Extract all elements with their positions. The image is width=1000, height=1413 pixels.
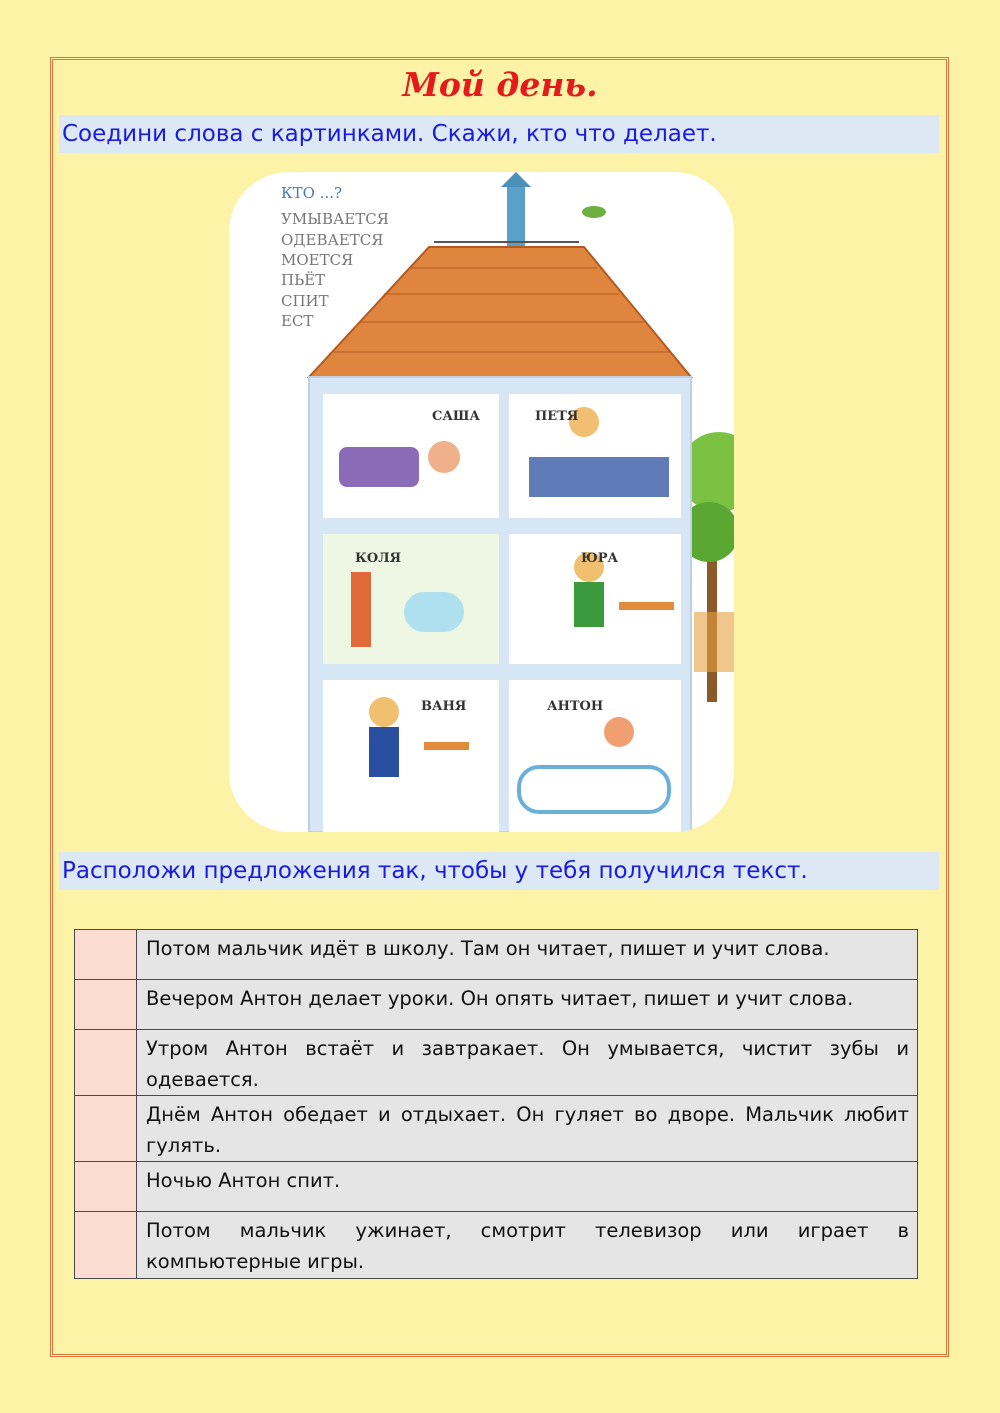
name-label: ПЕТЯ bbox=[535, 409, 579, 424]
sentence-cell: Днём Антон обедает и отдыхает. Он гуляет во дворе. Мальчик любит гулять. bbox=[137, 1096, 918, 1162]
table-row bbox=[75, 1096, 918, 1162]
verb-label: ОДЕВАЕТСЯ bbox=[281, 231, 384, 249]
sentence-table bbox=[74, 929, 918, 1279]
name-label: ВАНЯ bbox=[421, 699, 467, 714]
question-label: КТО ...? bbox=[281, 184, 343, 202]
sentence-cell: Потом мальчик идёт в школу. Там он читает, пишет и учит слова. bbox=[137, 930, 918, 980]
order-cell[interactable] bbox=[75, 1212, 137, 1279]
verb-label: ЕСТ bbox=[281, 312, 314, 330]
order-cell[interactable] bbox=[75, 980, 137, 1030]
table-row bbox=[75, 980, 918, 1030]
table-row bbox=[75, 1030, 918, 1096]
sentence-cell: Ночью Антон спит. bbox=[137, 1162, 918, 1212]
task2-instruction: Расположи предложения так, чтобы у тебя получился текст. bbox=[59, 852, 939, 890]
table-row bbox=[75, 1212, 918, 1279]
name-label: ЮРА bbox=[581, 551, 619, 566]
name-label: КОЛЯ bbox=[355, 551, 402, 566]
sentence-cell: Потом мальчик ужинает, смотрит телевизор или играет в компьютерные игры. bbox=[137, 1212, 918, 1279]
name-label: САША bbox=[432, 409, 481, 424]
house-illustration bbox=[229, 172, 734, 832]
table-row bbox=[75, 1162, 918, 1212]
sentence-cell: Вечером Антон делает уроки. Он опять читает, пишет и учит слова. bbox=[137, 980, 918, 1030]
order-cell[interactable] bbox=[75, 1162, 137, 1212]
order-cell[interactable] bbox=[75, 930, 137, 980]
verb-label: ПЬЁТ bbox=[281, 271, 326, 289]
task1-instruction: Соедини слова с картинками. Скажи, кто что делает. bbox=[59, 115, 939, 153]
order-cell[interactable] bbox=[75, 1096, 137, 1162]
page-title: Мой день. bbox=[402, 65, 598, 104]
table-row bbox=[75, 930, 918, 980]
sentence-cell: Утром Антон встаёт и завтракает. Он умывается, чистит зубы и одевается. bbox=[137, 1030, 918, 1096]
order-cell[interactable] bbox=[75, 1030, 137, 1096]
verb-label: УМЫВАЕТСЯ bbox=[281, 210, 389, 228]
verb-label: СПИТ bbox=[281, 292, 329, 310]
verb-label: МОЕТСЯ bbox=[281, 251, 354, 269]
name-label: АНТОН bbox=[547, 699, 604, 714]
